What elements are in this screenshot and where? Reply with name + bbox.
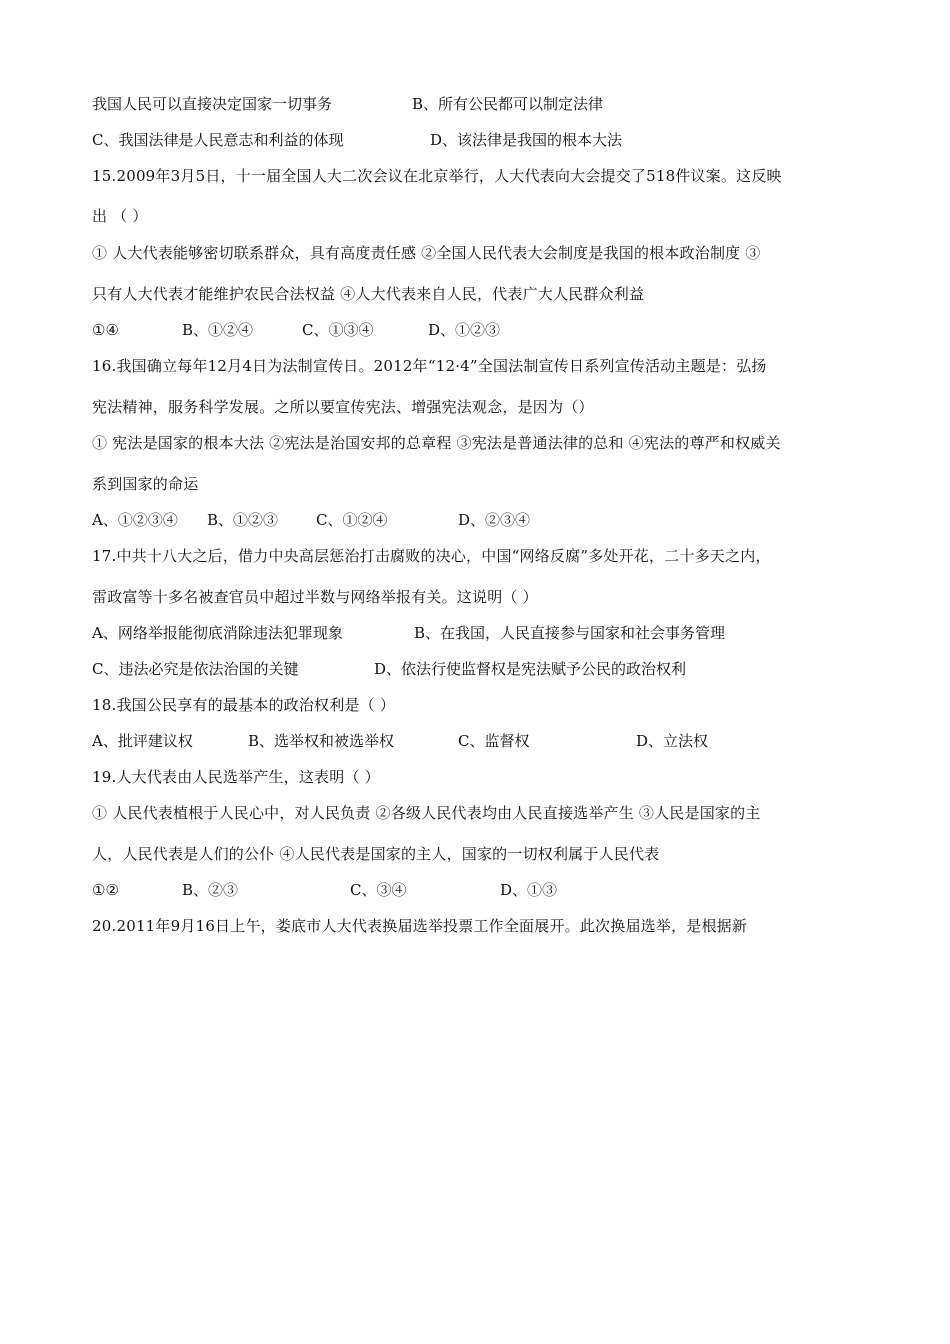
q15-option-a: ①④: [92, 321, 119, 339]
q19-stem: 19.人大代表由人民选举产生，这表明（ ）: [92, 768, 380, 786]
q19-option-b: B、②③: [182, 881, 239, 899]
q17-stem-line2: 雷政富等十多名被查官员中超过半数与网络举报有关。这说明（ ）: [92, 588, 538, 606]
q18-option-c: C、监督权: [458, 732, 530, 750]
q14-option-a: 我国人民可以直接决定国家一切事务: [92, 95, 333, 113]
q17-stem-line1: 17.中共十八大之后，借力中央高层惩治打击腐败的决心，中国“网络反腐”多处开花，二十多天之内，: [92, 547, 771, 565]
q16-option-a: A、①②③④: [92, 511, 178, 529]
q18-option-d: D、立法权: [636, 732, 709, 750]
q19-option-c: C、③④: [350, 881, 407, 899]
q18-option-b: B、选举权和被选举权: [248, 732, 395, 750]
q16-items-line1: ① 宪法是国家的根本大法 ②宪法是治国安邦的总章程 ③宪法是普通法律的总和 ④宪法的尊严和权威关: [92, 434, 781, 452]
q17-option-a: A、网络举报能彻底消除违法犯罪现象: [92, 624, 343, 642]
q14-option-d: D、该法律是我国的根本大法: [430, 131, 623, 149]
q19-items-line1: ① 人民代表植根于人民心中，对人民负责 ②各级人民代表均由人民直接选举产生 ③人民是国家的主: [92, 804, 761, 822]
q16-option-d: D、②③④: [458, 511, 531, 529]
q16-items-line2: 系到国家的命运: [92, 475, 199, 493]
q15-stem-line2: 出 （ ）: [92, 207, 148, 225]
q15-stem-line1: 15.2009年3月5日，十一届全国人大二次会议在北京举行，人大代表向大会提交了518件议案。这反映: [92, 167, 782, 185]
q14-option-c: C、我国法律是人民意志和利益的体现: [92, 131, 344, 149]
q17-option-b: B、在我国，人民直接参与国家和社会事务管理: [414, 624, 726, 642]
q16-option-b: B、①②③: [207, 511, 279, 529]
q15-option-c: C、①③④: [302, 321, 374, 339]
q16-stem-line2: 宪法精神，服务科学发展。之所以要宣传宪法、增强宪法观念，是因为（）: [92, 398, 594, 416]
q19-items-line2: 人，人民代表是人们的公仆 ④人民代表是国家的主人，国家的一切权利属于人民代表: [92, 845, 660, 863]
q18-option-a: A、批评建议权: [92, 732, 193, 750]
q19-option-d: D、①③: [500, 881, 558, 899]
q17-option-c: C、违法必究是依法治国的关键: [92, 660, 299, 678]
q16-stem-line1: 16.我国确立每年12月4日为法制宣传日。2012年“12·4”全国法制宣传日系列宣传活动主题是：弘扬: [92, 357, 767, 375]
q19-option-a: ①②: [92, 881, 119, 899]
q14-option-b: B、所有公民都可以制定法律: [412, 95, 604, 113]
q15-option-d: D、①②③: [428, 321, 501, 339]
q15-items-line2: 只有人大代表才能维护农民合法权益 ④人大代表来自人民，代表广大人民群众利益: [92, 285, 645, 303]
q15-option-b: B、①②④: [182, 321, 254, 339]
q16-option-c: C、①②④: [316, 511, 388, 529]
q20-stem: 20.2011年9月16日上午，娄底市人大代表换届选举投票工作全面展开。此次换届选举，是根据新: [92, 917, 748, 935]
q15-items-line1: ① 人大代表能够密切联系群众，具有高度责任感 ②全国人民代表大会制度是我国的根本政治制度 ③: [92, 244, 761, 262]
q18-stem: 18.我国公民享有的最基本的政治权利是（ ）: [92, 696, 396, 714]
q17-option-d: D、依法行使监督权是宪法赋予公民的政治权利: [374, 660, 687, 678]
